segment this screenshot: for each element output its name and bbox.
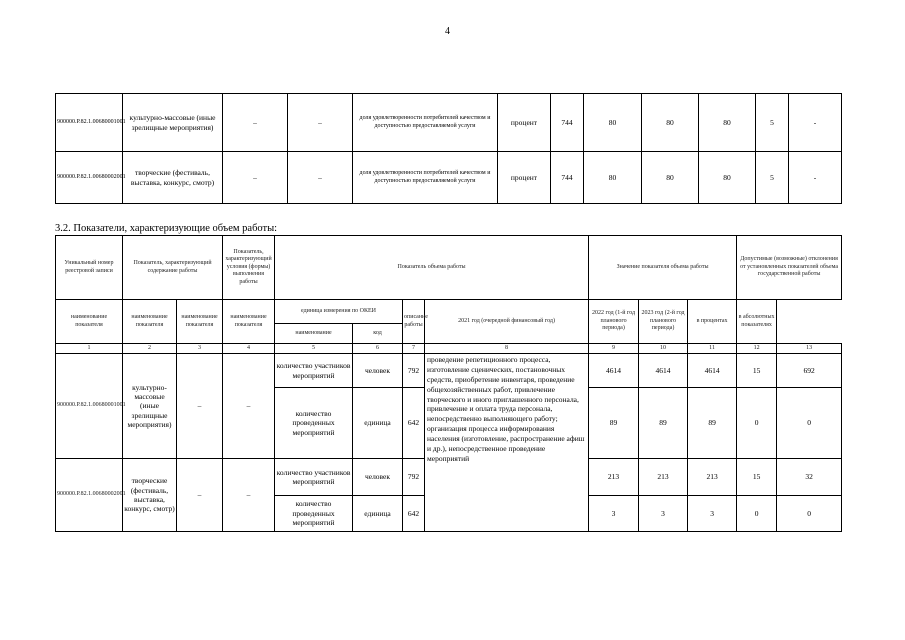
page-number: 4 (445, 26, 450, 37)
header-content-indicator: Показатель, характеризующий содержание работы (123, 236, 223, 300)
header-name-indicator: наименование показателя (123, 300, 177, 344)
header-volume-indicator: Показатель объема работы (275, 236, 589, 300)
column-number: 12 (737, 344, 777, 354)
header-in-percent: в процентах (688, 300, 737, 344)
volume-indicator-name: количество участников мероприятий (275, 354, 353, 388)
condition-indicator: – (223, 354, 275, 459)
unit-name: единица (353, 388, 403, 459)
value-2021: 89 (589, 388, 639, 459)
deviation-percent: 15 (737, 459, 777, 496)
content-indicator: культурно-массовые (иные зрелищные мероприятия) (123, 354, 177, 459)
value-2021: 80 (584, 152, 642, 204)
okei-code: 792 (403, 459, 425, 496)
registry-code: 900000.Р.82.1.00680001001 (56, 94, 123, 152)
deviation-percent: 15 (737, 354, 777, 388)
okei-code: 744 (551, 152, 584, 204)
value-2021: 213 (589, 459, 639, 496)
condition-indicator: – (288, 152, 353, 204)
header-condition-indicator: Показатель, характеризующий условия (формы) выполнения работы (223, 236, 275, 300)
column-number: 2 (123, 344, 177, 354)
header-volume-value: Значение показателя объема работы (589, 236, 737, 300)
column-number-row (56, 344, 842, 354)
condition-indicator: – (223, 152, 288, 204)
header-year-2022: 2022 год (1-й год планового периода) (589, 300, 639, 344)
header-year-2023: 2023 год (2-й год планового периода) (639, 300, 688, 344)
value-2023: 80 (699, 94, 756, 152)
value-2021: 80 (584, 94, 642, 152)
unit-name: процент (498, 94, 551, 152)
column-number: 8 (425, 344, 589, 354)
deviation-absolute: - (789, 94, 842, 152)
volume-indicator-name: количество проведенных мероприятий (275, 388, 353, 459)
value-2022: 80 (642, 152, 699, 204)
column-number: 10 (639, 344, 688, 354)
value-2022: 80 (642, 94, 699, 152)
content-indicator: творческие (фестиваль, выставка, конкурс, смотр) (123, 152, 223, 204)
value-2023: 80 (699, 152, 756, 204)
column-number: 3 (177, 344, 223, 354)
column-number: 4 (223, 344, 275, 354)
quality-indicator-name: доля удовлетворенности потребителей качеством и доступностью предоставляемой услуги (353, 152, 498, 204)
value-2023: 213 (688, 459, 737, 496)
table-header-row (56, 300, 842, 324)
work-description: проведение репетиционного процесса, изготовление сценических, постановочных средств, приобретение инвентаря, проведение общехозяйственных работ, привлечение творческого и иного приглашенного персонала, привлечение и оплата труда персонала, непосредственно выполняющего работу; организация процесса информирования населения (изготовление, распространение афиш и др.), непосредственное проведение мероприятий (425, 354, 589, 532)
volume-indicators-table (55, 235, 842, 532)
unit-name: человек (353, 354, 403, 388)
header-year-2021: 2021 год (очередной финансовый год) (425, 300, 589, 344)
okei-code: 642 (403, 496, 425, 532)
deviation-percent: 0 (737, 388, 777, 459)
unit-name: процент (498, 152, 551, 204)
header-unique-number: Уникальный номер реестровой записи (56, 236, 123, 300)
column-number: 9 (589, 344, 639, 354)
header-okei-unit: единица измерения по ОКЕИ (275, 300, 403, 324)
value-2022: 4614 (639, 354, 688, 388)
deviation-percent: 0 (737, 496, 777, 532)
registry-code: 900000.Р.82.1.00680002001 (56, 152, 123, 204)
column-number: 5 (275, 344, 353, 354)
value-2022: 89 (639, 388, 688, 459)
deviation-absolute: 32 (777, 459, 842, 496)
column-number: 1 (56, 344, 123, 354)
header-in-absolute: в абсолютных показателях (737, 300, 777, 344)
deviation-absolute: - (789, 152, 842, 204)
okei-code: 792 (403, 354, 425, 388)
volume-indicator-name: количество проведенных мероприятий (275, 496, 353, 532)
column-number: 11 (688, 344, 737, 354)
header-name-indicator: наименование показателя (177, 300, 223, 344)
value-2023: 89 (688, 388, 737, 459)
content-indicator: культурно-массовые (иные зрелищные мероприятия) (123, 94, 223, 152)
header-name-indicator: наименование показателя (223, 300, 275, 344)
quality-indicators-table (55, 93, 842, 204)
registry-code: 900000.Р.82.1.00680002001 (56, 459, 123, 532)
unit-name: единица (353, 496, 403, 532)
quality-indicator-name: доля удовлетворенности потребителей качеством и доступностью предоставляемой услуги (353, 94, 498, 152)
deviation-percent: 5 (756, 94, 789, 152)
content-indicator: творческие (фестиваль, выставка, конкурс, смотр) (123, 459, 177, 532)
table-row (56, 152, 842, 204)
value-2023: 4614 (688, 354, 737, 388)
registry-code: 900000.Р.82.1.00680001001 (56, 354, 123, 459)
value-2023: 3 (688, 496, 737, 532)
deviation-absolute: 0 (777, 388, 842, 459)
condition-indicator: – (223, 94, 288, 152)
condition-indicator: – (288, 94, 353, 152)
deviation-absolute: 692 (777, 354, 842, 388)
header-deviations: Допустимые (возможные) отклонения от установленных показателей объема государственной работы (737, 236, 842, 300)
value-2022: 213 (639, 459, 688, 496)
value-2022: 3 (639, 496, 688, 532)
header-okei-code: код (353, 324, 403, 344)
column-number: 7 (403, 344, 425, 354)
deviation-percent: 5 (756, 152, 789, 204)
table-header-row (56, 236, 842, 268)
header-name-indicator: наименование показателя (56, 300, 123, 344)
unit-name: человек (353, 459, 403, 496)
content-indicator-2: – (177, 354, 223, 459)
volume-indicator-name: количество участников мероприятий (275, 459, 353, 496)
content-indicator-2: – (177, 459, 223, 532)
section-heading: 3.2. Показатели, характеризующие объем работы: (55, 223, 278, 234)
okei-code: 744 (551, 94, 584, 152)
value-2021: 3 (589, 496, 639, 532)
column-number: 6 (353, 344, 403, 354)
condition-indicator: – (223, 459, 275, 532)
deviation-absolute: 0 (777, 496, 842, 532)
column-number: 13 (777, 344, 842, 354)
table-row (56, 354, 842, 388)
header-okei-name: наименование (275, 324, 353, 344)
value-2021: 4614 (589, 354, 639, 388)
table-row (56, 94, 842, 152)
okei-code: 642 (403, 388, 425, 459)
header-work-description: описание работы (403, 300, 425, 344)
